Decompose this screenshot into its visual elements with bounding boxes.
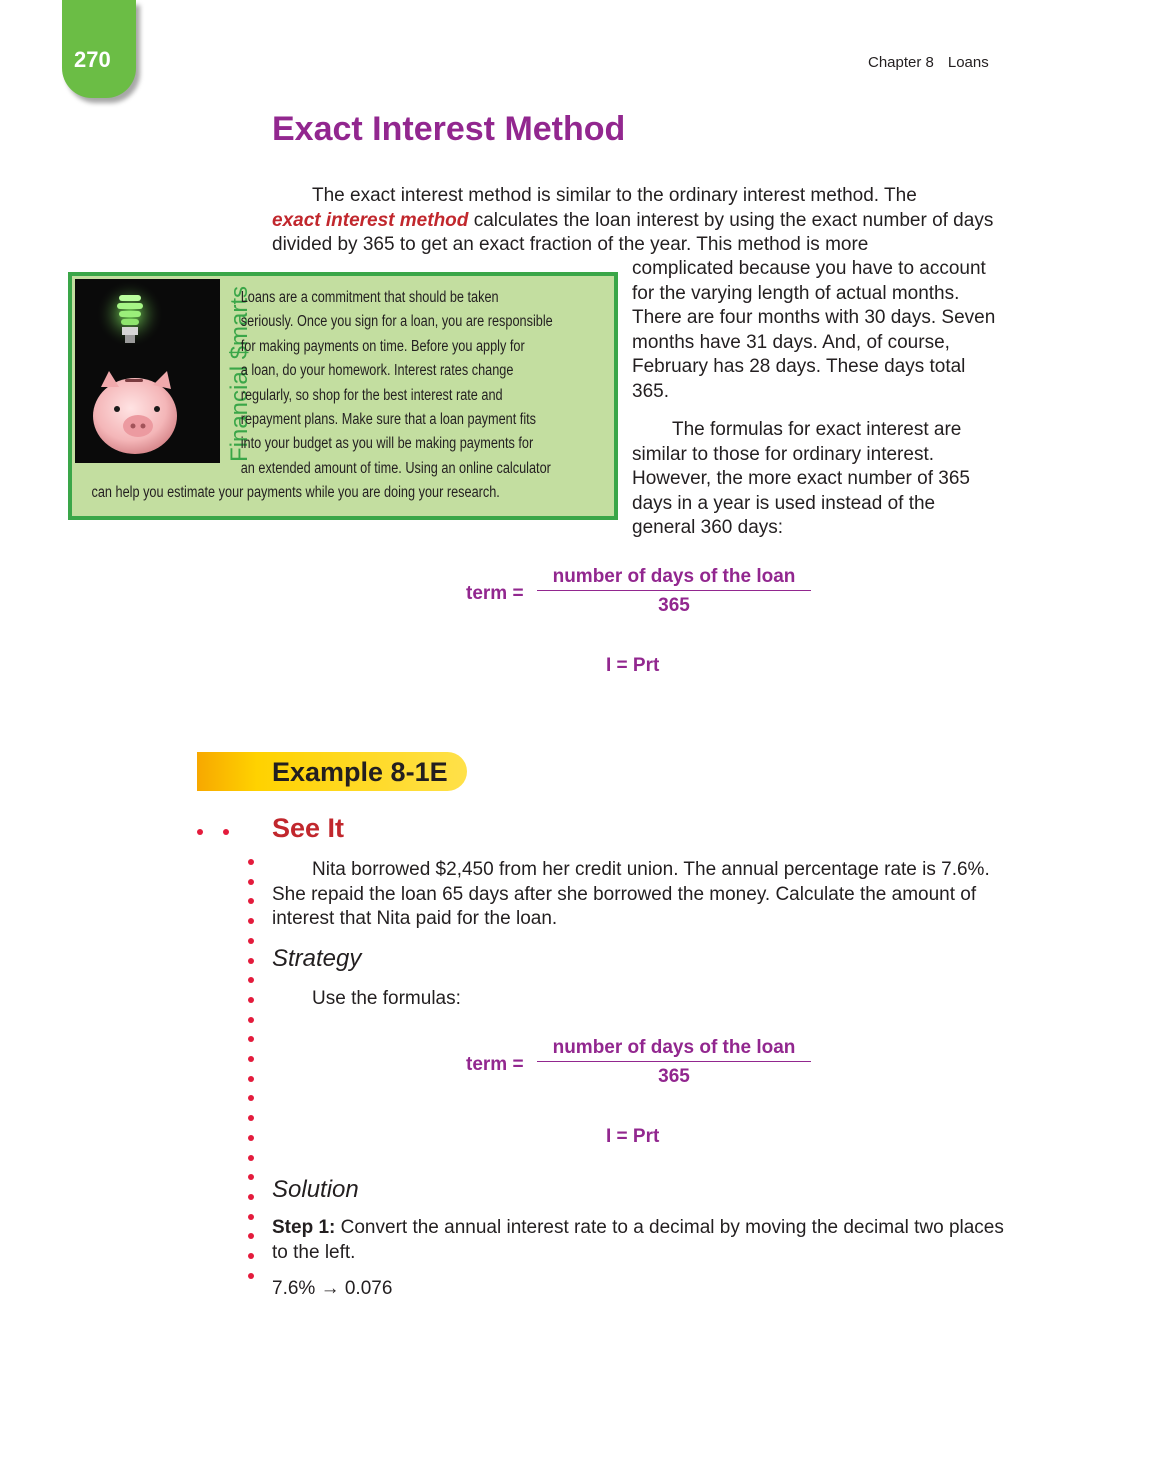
step-label: Step 1: — [272, 1217, 336, 1238]
interest-formula: I = Prt — [606, 655, 660, 676]
section-title: Exact Interest Method — [272, 110, 626, 148]
chapter-title: Loans — [947, 54, 989, 71]
decorative-dot — [248, 1155, 254, 1161]
decorative-dot — [197, 829, 203, 835]
step-text: Convert the annual interest rate to a decimal by moving the decimal two places to the left. — [272, 1217, 1004, 1263]
decorative-dot — [248, 918, 254, 924]
interest-formula: I = Prt — [606, 1126, 660, 1147]
strategy-heading: Strategy — [272, 945, 362, 972]
decorative-dot — [223, 829, 229, 835]
smarts-line: regularly, so shop for the best interest rate and — [240, 386, 503, 404]
decorative-dot — [248, 1095, 254, 1101]
decorative-dot — [248, 1017, 254, 1023]
decorative-dot — [248, 1214, 254, 1220]
smarts-line: a loan, do your homework. Interest rates change — [240, 362, 514, 380]
decorative-dot — [248, 1036, 254, 1042]
solution-heading: Solution — [272, 1176, 359, 1203]
decorative-dot — [248, 1115, 254, 1121]
smarts-line: into your budget as you will be making payments for — [240, 435, 534, 453]
decorative-dot — [248, 997, 254, 1003]
smarts-line: for making payments on time. Before you apply for — [240, 337, 525, 355]
decorative-dot — [248, 938, 254, 944]
decorative-dot — [248, 1076, 254, 1082]
example-problem: Nita borrowed $2,450 from her credit union. The annual percentage rate is 7.6%. She repaid the loan 65 days after she borrowed the money. Calculate the amount of interest that Nita paid for the loan. — [272, 859, 990, 929]
decorative-dot — [248, 859, 254, 865]
term-lhs: term = — [466, 583, 524, 604]
smarts-line: can help you estimate your payments while you are doing your research. — [91, 484, 500, 502]
smarts-line: seriously. Once you sign for a loan, you are responsible — [240, 313, 553, 331]
running-head — [868, 54, 989, 71]
term-fraction — [537, 566, 811, 617]
key-term: exact interest method — [272, 209, 469, 231]
fraction-denominator: 365 — [658, 1066, 690, 1087]
term-lhs: term = — [466, 1054, 524, 1075]
decorative-dot — [248, 1273, 254, 1279]
intro-text: The exact interest method is similar to the ordinary interest method. The — [312, 185, 917, 206]
fraction-numerator: number of days of the loan — [552, 566, 796, 587]
decorative-dot — [248, 898, 254, 904]
strategy-text: Use the formulas: — [312, 988, 461, 1009]
decorative-dot — [248, 958, 254, 964]
decorative-dot — [248, 1194, 254, 1200]
fraction-denominator: 365 — [658, 595, 690, 616]
intro-paragraph — [272, 184, 1012, 258]
fraction-bar — [537, 1061, 811, 1062]
decorative-dot — [248, 1253, 254, 1259]
example-title: Example 8-1E — [272, 757, 448, 787]
decorative-dot — [248, 1233, 254, 1239]
financial-smarts-box — [68, 272, 618, 520]
see-it-heading: See It — [272, 813, 345, 843]
rate-conversion: 7.6% → 0.076 — [272, 1278, 393, 1299]
page-number: 270 — [74, 47, 111, 72]
fraction-numerator: number of days of the loan — [552, 1037, 796, 1058]
financial-smarts-text — [80, 286, 553, 506]
chapter-number: Chapter 8 — [868, 54, 934, 71]
smarts-line: repayment plans. Make sure that a loan payment fits — [240, 411, 537, 429]
intro-text-continued: calculates the loan interest by using the exact number of days divided by 365 to get an exact fraction of the year. This method is more — [272, 209, 994, 255]
decorative-dot — [248, 977, 254, 983]
smarts-line: an extended amount of time. Using an online calculator — [240, 459, 551, 477]
decorative-dot — [248, 1174, 254, 1180]
intro-paragraph-continued: complicated because you have to account for the varying length of actual months. There are four months with 30 days. Seven months have 31 days. And, of course, February has 28 days. These days total 365. — [632, 258, 996, 402]
fraction-bar — [537, 590, 811, 591]
step-1 — [272, 1216, 1012, 1265]
decorative-dot — [248, 879, 254, 885]
term-fraction — [537, 1037, 811, 1088]
svg-text:Financial $marts: Financial $marts — [226, 285, 253, 462]
smarts-line: Loans are a commitment that should be taken — [240, 289, 499, 306]
decorative-dot — [248, 1056, 254, 1062]
decorative-dot — [248, 1135, 254, 1141]
formulas-paragraph: The formulas for exact interest are similar to those for ordinary interest. However, the more exact number of 365 days in a year is used instead of the general 360 days: — [632, 419, 970, 538]
